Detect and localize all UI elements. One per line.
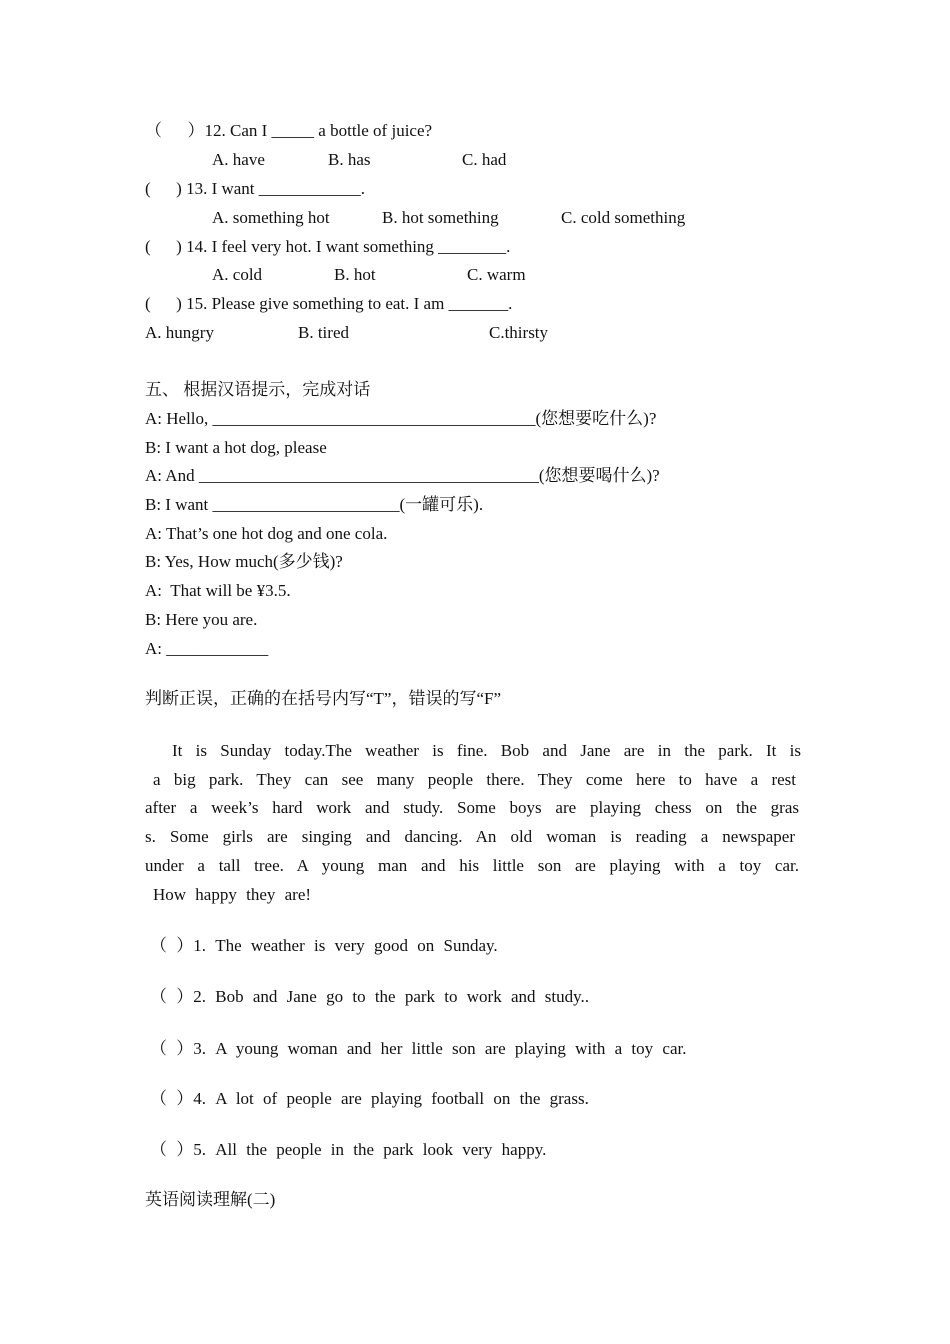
question-15-stem: ( ) 15. Please give something to eat. I am _______. [145,294,513,313]
dialogue-line: B: I want ______________________(一罐可乐). [145,495,484,514]
question-12-option-a: A. have [212,150,265,169]
question-15-option-a: A. hungry [145,323,214,342]
question-13-option-b: B. hot something [382,208,499,227]
dialogue-line: B: I want a hot dog, please [145,438,327,457]
tf-instruction: 判断正误，正确的在括号内写“T”，错误的写“F” [145,689,502,708]
dialogue-line: A: That’s one hot dog and one cola. [145,524,388,543]
question-12-option-c: C. had [462,150,507,169]
question-14-stem: ( ) 14. I feel very hot. I want something ________. [145,237,511,256]
dialogue-line: A: That will be ¥3.5. [145,581,291,600]
question-12-stem: （ ）12. Can I _____ a bottle of juice? [145,121,433,140]
passage-line: after a week’s hard work and study. Some boys are playing chess on the gras [145,798,799,817]
tf-statement-4: （ ）4. A lot of people are playing football on the grass. [150,1089,589,1108]
tf-statement-5: （ ）5. All the people in the park look very happy. [150,1140,547,1159]
next-section-title: 英语阅读理解(二) [145,1190,276,1209]
passage-line: How happy they are! [153,885,312,904]
question-13-option-a: A. something hot [212,208,330,227]
question-15-option-b: B. tired [298,323,349,342]
passage-line: a big park. They can see many people there. They come here to have a rest [153,770,796,789]
question-15-option-c: C.thirsty [489,323,549,342]
tf-statement-2: （ ）2. Bob and Jane go to the park to work and study.. [150,987,589,1006]
question-14-option-a: A. cold [212,265,263,284]
dialogue-line: A: And ________________________________________(您想要喝什么)? [145,466,660,485]
section-5-title: 五、 根据汉语提示，完成对话 [145,380,371,399]
question-13-stem: ( ) 13. I want ____________. [145,179,366,198]
dialogue-line: A: ____________ [145,639,269,658]
question-13-option-c: C. cold something [561,208,686,227]
dialogue-line: B: Yes, How much(多少钱)? [145,552,343,571]
tf-statement-1: （ ）1. The weather is very good on Sunday. [150,936,498,955]
question-14-option-c: C. warm [467,265,526,284]
question-14-option-b: B. hot [334,265,376,284]
dialogue-line: A: Hello, ______________________________________(您想要吃什么)? [145,409,657,428]
passage-line: under a tall tree. A young man and his little son are playing with a toy car. [145,856,799,875]
tf-statement-3: （ ）3. A young woman and her little son are playing with a toy car. [150,1039,687,1058]
passage-line: It is Sunday today.The weather is fine. Bob and Jane are in the park. It is [172,741,801,760]
dialogue-line: B: Here you are. [145,610,258,629]
passage-line: s. Some girls are singing and dancing. An old woman is reading a newspaper [145,827,795,846]
question-12-option-b: B. has [328,150,371,169]
